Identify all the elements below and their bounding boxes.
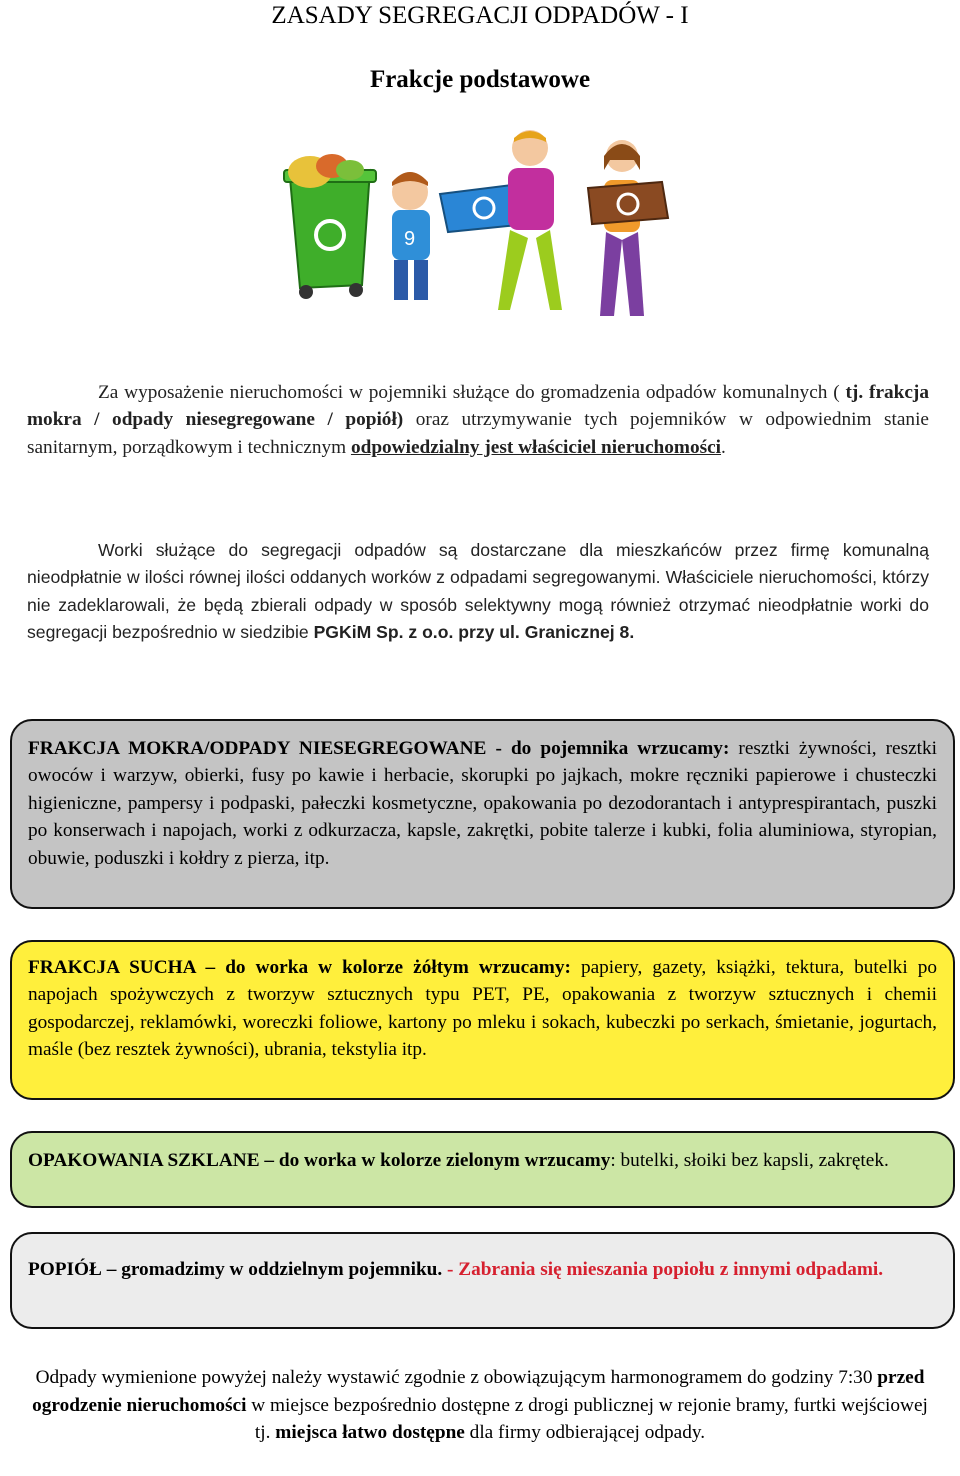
svg-text:9: 9: [404, 228, 416, 250]
woman-figure-icon: [600, 140, 644, 316]
fraction-wet-heading: FRAKCJA MOKRA/ODPADY NIESEGREGOWANE: [28, 738, 487, 759]
fraction-ash-heading: POPIÓŁ: [28, 1259, 102, 1280]
fraction-dry-items: papiery, gazety, książki, tektura, butelki po napojach spożywczych z tworzyw sztucznych typu PET, PE, opakowania z tworzyw sztucznych i chemii gospodarczej, reklamówki, woreczki foliowe, kartony po mleku i sokach, kubeczki po serkach, śmietanie, jogurtach, maśle (bez resztek żywności), ubrania, tekstylia itp.: [28, 957, 937, 1061]
fraction-dry-heading: FRAKCJA SUCHA: [28, 957, 196, 978]
brown-box-icon: [588, 182, 668, 224]
footer-text: w miejsce bezpośrednio dostępne z drogi publicznej w rejonie bramy, furtki wejściowej tj.: [246, 1394, 928, 1444]
fraction-ash-box: [10, 1232, 955, 1329]
fraction-ash-warning: - Zabrania się mieszania popiołu z innymi odpadami.: [442, 1259, 884, 1280]
footer-note: [27, 1364, 933, 1447]
intro-bold-fractions: tj. frakcja mokra / odpady niesegregowane / popiół): [27, 382, 929, 431]
family-recycling-illustration: [270, 120, 690, 320]
footer-bold-location: przed ogrodzenie nieruchomości: [32, 1367, 925, 1416]
page-subtitle: Frakcje podstawowe: [369, 66, 591, 93]
fraction-dry-lead: – do worka w kolorze żółtym wrzucamy:: [195, 957, 571, 978]
company-address: PGKiM Sp. z o.o. przy ul. Granicznej 8.: [313, 622, 635, 643]
intro-text: Za wyposażenie nieruchomości w pojemniki służące do gromadzenia odpadów komunalnych (: [98, 382, 846, 403]
intro-paragraph-bags: [27, 537, 929, 647]
fraction-ash-lead: – gromadzimy w oddzielnym pojemniku.: [101, 1259, 443, 1280]
fraction-glass-items: : butelki, słoiki bez kapsli, zakrętek.: [610, 1150, 889, 1171]
footer-text: dla firmy odbierającej odpady.: [464, 1422, 706, 1444]
boy-figure-icon: [392, 172, 430, 300]
fraction-wet-lead: - do pojemnika wrzucamy:: [486, 738, 730, 759]
footer-text: Odpady wymienione powyżej należy wystawić zgodnie z obowiązującym harmonogramem do godziny 7:30: [35, 1367, 878, 1388]
footer-bold-access: miejsca łatwo dostępne: [275, 1422, 465, 1444]
intro-text: oraz utrzymywanie tych pojemników w odpowiednim stanie sanitarnym, porządkowym i technicznym: [27, 409, 929, 458]
fraction-glass-heading: OPAKOWANIA SZKLANE: [28, 1150, 260, 1171]
fraction-wet-box: [10, 719, 955, 909]
intro-text: .: [721, 436, 726, 458]
fraction-glass-lead: – do worka w kolorze zielonym wrzucamy: [259, 1150, 611, 1171]
intro-paragraph-containers: [27, 379, 929, 461]
fraction-wet-items: resztki żywności, resztki owoców i warzyw, obierki, fusy po kawie i herbacie, skorupki po jajkach, mokre ręczniki papierowe i chusteczki higieniczne, pampersy i podpaski, pałeczki kosmetyczne, opakowania po dezodorantach i antyprespirantach, puszki po konserwach i napojach, worki z odkurzacza, kapsle, zakrętki, pobite talerze i kubki, folia aluminiowa, styropian, obuwie, poduszki i kołdry z pierza, itp.: [28, 738, 937, 869]
page-title: ZASADY SEGREGACJI ODPADÓW - I: [271, 2, 689, 29]
bags-text: Worki służące do segregacji odpadów są dostarczane dla mieszkańców przez firmę komunalną nieodpłatnie w ilości równej ilości oddanych worków z odpadami segregowanymi. Właściciele nieruchomości, którzy nie zadeklarowali, że będą zbierali odpady w sposób selektywny mogą również otrzymać nieodpłatnie worki do segregacji bezpośrednio w siedzibie: [27, 540, 929, 643]
fraction-glass-box: [10, 1131, 955, 1208]
fraction-dry-box: [10, 940, 955, 1100]
owner-responsibility: odpowiedzialny jest właściciel nieruchomości: [350, 436, 722, 458]
green-bin-icon: [284, 154, 376, 299]
